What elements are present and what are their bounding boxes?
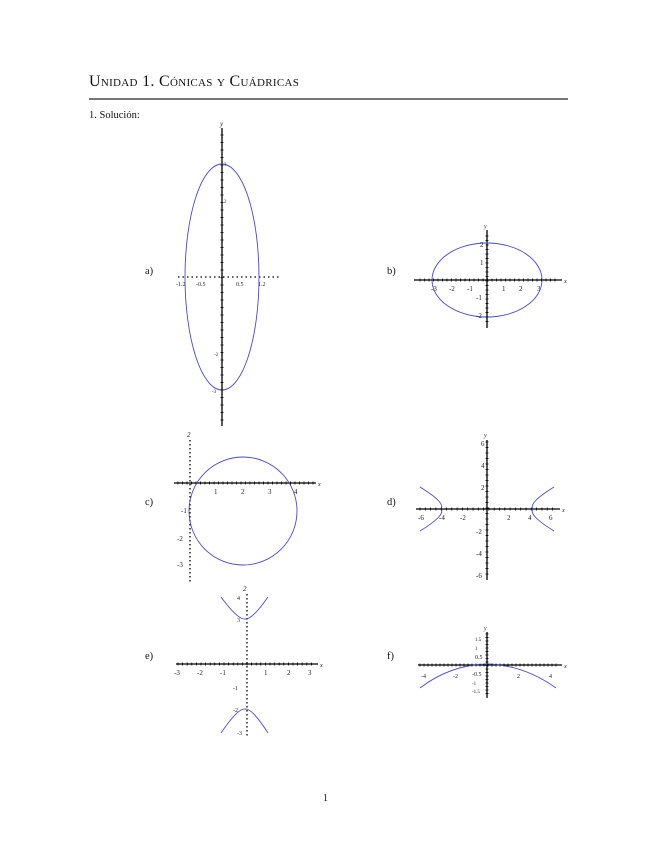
plot-d-tick: 4 — [481, 462, 485, 470]
plot-c-tick: -2 — [177, 535, 183, 543]
plot-b-tick: 2 — [519, 285, 523, 293]
plot-b-tick: 1 — [480, 259, 484, 267]
plot-d-y-label: y — [484, 433, 487, 439]
plot-b-x-label: x — [564, 279, 567, 285]
axis-tick-marks — [178, 135, 556, 694]
plot-b — [414, 224, 567, 328]
plot-c — [174, 431, 321, 582]
plot-a-tick: -0.5 — [196, 282, 206, 288]
page-title: Unidad 1. Cónicas y Cuádricas — [89, 73, 300, 90]
plot-f-tick: -0.5 — [472, 672, 482, 678]
plot-f-tick: 2 — [517, 674, 520, 680]
plot-a-tick: 3 — [224, 163, 227, 168]
plot-d-tick: 2 — [507, 514, 511, 522]
plot-b-tick: -2 — [476, 312, 482, 320]
plot-e-x-label: x — [320, 663, 323, 669]
plot-d-x-label: x — [562, 508, 565, 514]
plot-d-tick: -6 — [418, 514, 424, 522]
plot-d-tick: 2 — [481, 484, 485, 492]
plot-b-tick: -1 — [476, 294, 482, 302]
plot-e-lower-branch — [221, 709, 268, 733]
plot-c-tick: -3 — [177, 561, 183, 569]
plot-f-tick: -4 — [421, 674, 426, 680]
plot-e-tick: -3 — [174, 669, 180, 677]
page-number: 1 — [323, 793, 328, 804]
plot-e-tick: -2 — [197, 669, 203, 677]
plot-f-x-label: x — [564, 664, 567, 670]
plot-f-tick: -2 — [453, 674, 458, 680]
plot-e-tick: -2 — [233, 708, 238, 714]
plot-a-tick: 1.2 — [258, 282, 266, 288]
plot-e-y-label: 2 — [243, 585, 247, 593]
plot-f-right-curve — [487, 664, 556, 688]
plot-d-tick: 6 — [481, 440, 485, 448]
plot-e-tick: -3 — [237, 731, 242, 737]
plot-c-tick: 3 — [268, 488, 272, 496]
plot-e — [174, 585, 323, 737]
plot-e-upper-branch — [221, 597, 268, 619]
plot-d-tick: -4 — [439, 514, 445, 522]
plot-f-tick: -1.5 — [472, 690, 480, 695]
plot-e-label: e) — [145, 651, 154, 662]
plot-d-label: d) — [387, 497, 396, 508]
plot-b-tick: 1 — [502, 285, 506, 293]
plot-b-tick: -3 — [431, 285, 437, 293]
plot-f-tick: 1.5 — [475, 638, 482, 643]
plot-d-tick: -4 — [476, 550, 482, 558]
plot-c-label: c) — [145, 497, 154, 508]
plot-f-label: f) — [387, 651, 394, 662]
plot-e-tick: 4 — [237, 596, 240, 602]
plot-d-tick: -6 — [476, 572, 482, 580]
plot-e-tick: -1 — [220, 669, 226, 677]
plot-a-tick: -2 — [214, 353, 219, 358]
plot-f-y-label: y — [484, 626, 487, 632]
plot-a-y-label: y — [220, 120, 224, 128]
plot-f-tick: 1 — [475, 647, 478, 652]
plot-c-circle — [189, 457, 297, 565]
plot-b-tick: 2 — [480, 241, 484, 249]
plot-c-tick: -1 — [181, 507, 187, 515]
plot-a — [176, 120, 280, 426]
plot-b-tick: -1 — [467, 285, 473, 293]
plot-a-label: a) — [145, 266, 154, 277]
plot-d-tick: -2 — [476, 528, 482, 536]
plot-a-tick: 0.5 — [236, 282, 244, 288]
plot-c-tick: 1 — [214, 488, 218, 496]
plot-d — [416, 433, 565, 580]
plot-a-tick: -1.2 — [176, 282, 186, 288]
plot-c-x-label: x — [318, 482, 321, 488]
plot-a-tick: -3 — [212, 390, 217, 395]
plot-e-tick: 1 — [264, 669, 268, 677]
plot-f-tick: -1 — [472, 682, 477, 687]
plot-e-tick: 3 — [308, 669, 312, 677]
plot-c-tick: 2 — [241, 488, 245, 496]
solution-heading: 1. Solución: — [89, 110, 140, 121]
plot-e-tick: 2 — [287, 669, 291, 677]
plot-f — [418, 626, 567, 698]
plot-b-y-label: y — [484, 224, 487, 230]
plot-b-tick: 3 — [537, 285, 541, 293]
plot-d-tick: 4 — [528, 514, 532, 522]
plot-c-y-label: 2 — [187, 431, 191, 439]
plot-d-tick: -2 — [460, 514, 466, 522]
plot-a-tick: 2 — [224, 200, 227, 205]
plot-d-tick: 6 — [549, 514, 553, 522]
plot-f-tick: 4 — [549, 674, 552, 680]
plot-b-tick: -2 — [449, 285, 455, 293]
plot-f-tick: 0.5 — [475, 655, 483, 661]
plot-c-tick: 4 — [294, 488, 298, 496]
plot-b-label: b) — [387, 266, 396, 277]
plot-e-tick: -1 — [233, 686, 238, 692]
plot-e-tick: 3 — [237, 618, 240, 624]
